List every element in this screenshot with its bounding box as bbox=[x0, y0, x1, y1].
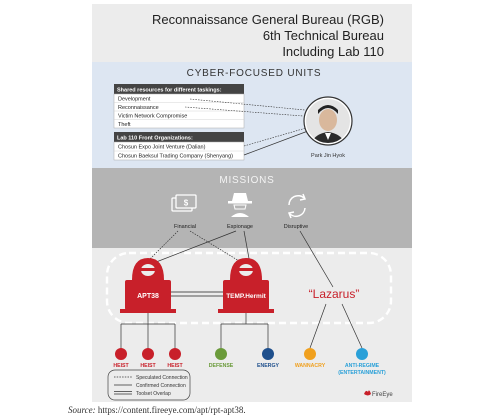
logo-text: FireEye bbox=[372, 392, 393, 398]
target-defense bbox=[215, 348, 227, 360]
source-label: Source: bbox=[68, 405, 96, 415]
lazarus-label: “Lazarus” bbox=[308, 287, 360, 301]
target-label: HEIST bbox=[167, 363, 183, 369]
header-title-line3: Including Lab 110 bbox=[282, 44, 384, 59]
mission-label-disruptive: Disruptive bbox=[283, 224, 309, 230]
missions-heading: MISSIONS bbox=[219, 175, 275, 186]
target-label: ANTI-REGIME bbox=[344, 363, 380, 369]
shared-resources-title: Shared resources for different taskings: bbox=[117, 87, 222, 94]
shared-resources-box bbox=[114, 84, 244, 128]
target-label: HEIST bbox=[140, 363, 156, 369]
target-energy bbox=[262, 348, 274, 360]
legend-speculated: Speculated Connection bbox=[136, 375, 188, 381]
target-heist-3 bbox=[169, 348, 181, 360]
front-organizations-title: Lab 110 Front Organizations: bbox=[117, 135, 193, 142]
mission-label-financial: Financial bbox=[173, 224, 197, 230]
cyber-units-heading: CYBER-FOCUSED UNITS bbox=[186, 68, 322, 79]
target-heist-2 bbox=[142, 348, 154, 360]
target-label: ENERGY bbox=[257, 363, 279, 369]
temp-hermit-label: TEMP.Hermit bbox=[226, 293, 266, 300]
target-label: DEFENSE bbox=[208, 363, 234, 369]
legend-confirmed: Confirmed Connection bbox=[136, 383, 186, 389]
target-label: (ENTERTAINMENT) bbox=[338, 370, 386, 376]
front-item: Chosun Baeksul Trading Company (Shenyang) bbox=[118, 153, 233, 160]
target-label: WANNACRY bbox=[294, 363, 326, 369]
header-title-line2: 6th Technical Bureau bbox=[262, 28, 384, 43]
target-heist-1 bbox=[115, 348, 127, 360]
source-caption bbox=[68, 405, 246, 415]
shared-item: Development bbox=[118, 96, 151, 103]
shared-item: Theft bbox=[118, 122, 131, 128]
shared-item: Reconnaissance bbox=[118, 105, 159, 111]
mission-label-espionage: Espionage bbox=[227, 224, 253, 230]
shared-item: Victim Network Compromise bbox=[118, 113, 188, 120]
target-anti-regime bbox=[356, 348, 368, 360]
target-wannacry bbox=[304, 348, 316, 360]
apt38-label: APT38 bbox=[137, 293, 159, 300]
front-item: Chosun Expo Joint Venture (Dalian) bbox=[118, 144, 206, 151]
header-title-line1: Reconnaissance General Bureau (RGB) bbox=[152, 12, 384, 27]
target-label: HEIST bbox=[113, 363, 129, 369]
svg-text:$: $ bbox=[183, 198, 189, 208]
front-organizations-box bbox=[114, 132, 244, 160]
source-url: https://content.fireeye.com/apt/rpt-apt38. bbox=[97, 405, 246, 415]
legend-overlap: Toolset Overlap bbox=[136, 391, 171, 397]
person-name: Park Jin Hyok bbox=[311, 153, 345, 159]
